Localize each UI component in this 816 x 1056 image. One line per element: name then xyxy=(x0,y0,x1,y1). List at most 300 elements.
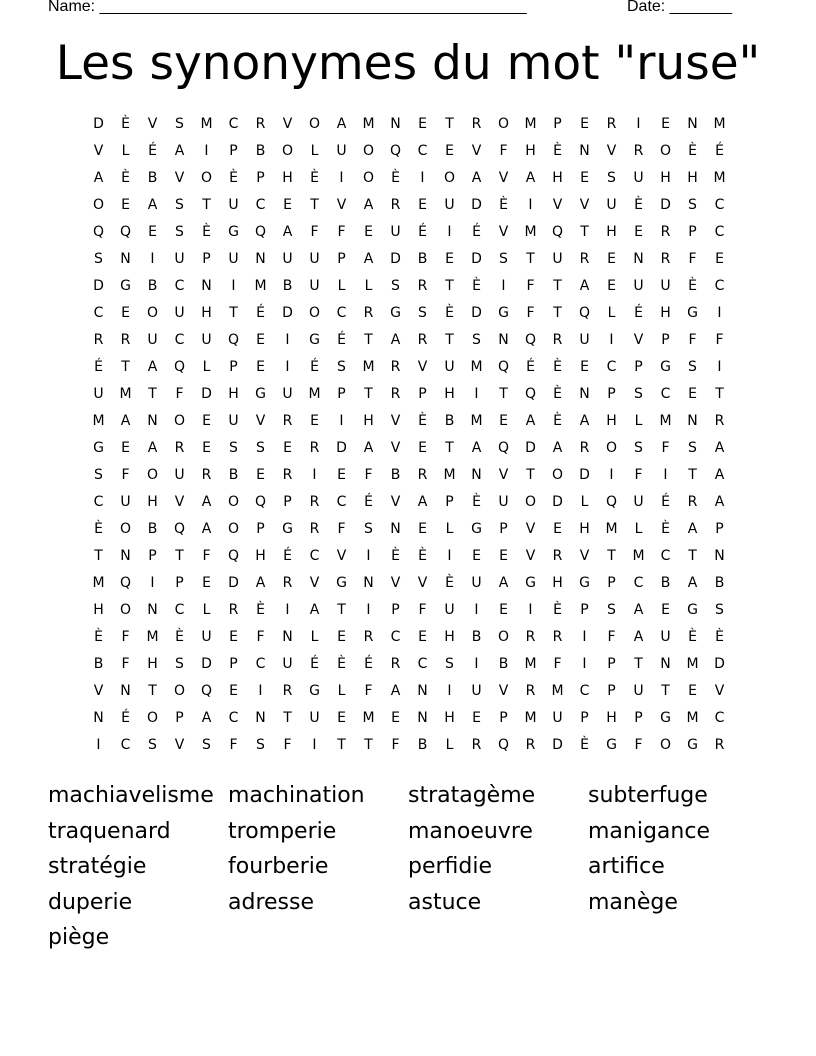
grid-letter: É xyxy=(148,143,157,159)
grid-letter: C xyxy=(120,737,131,753)
grid-letter: È xyxy=(121,170,130,186)
grid-letter: È xyxy=(418,413,427,429)
grid-letter: È xyxy=(553,359,562,375)
grid-letter: R xyxy=(714,737,725,753)
grid-letter: R xyxy=(660,251,671,267)
grid-row xyxy=(85,410,735,437)
grid-letter: È xyxy=(553,386,562,402)
grid-letter: T xyxy=(499,386,508,402)
grid-letter: A xyxy=(147,359,158,375)
grid-letter: G xyxy=(525,575,536,591)
grid-letter: G xyxy=(309,683,320,699)
grid-letter: R xyxy=(471,116,482,132)
grid-letter: P xyxy=(337,251,346,267)
grid-letter: N xyxy=(498,332,509,348)
grid-letter: E xyxy=(202,440,211,456)
grid-letter: H xyxy=(606,413,617,429)
grid-letter: C xyxy=(714,197,725,213)
grid-letter: R xyxy=(633,143,644,159)
grid-letter: R xyxy=(579,440,590,456)
date-field-label: Date: _______ xyxy=(627,0,732,15)
grid-letter: A xyxy=(498,575,509,591)
grid-letter: Q xyxy=(578,305,591,321)
grid-letter: R xyxy=(363,305,374,321)
grid-letter: U xyxy=(633,683,644,699)
grid-letter: U xyxy=(633,494,644,510)
grid-letter: V xyxy=(606,143,617,159)
grid-letter: G xyxy=(471,521,482,537)
grid-letter: F xyxy=(364,467,373,483)
grid-row xyxy=(85,572,735,599)
grid-letter: V xyxy=(471,143,482,159)
grid-letter: È xyxy=(499,197,508,213)
grid-letter: M xyxy=(686,656,699,672)
grid-letter: Q xyxy=(173,359,186,375)
header-line xyxy=(48,0,748,18)
grid-letter: R xyxy=(525,683,536,699)
grid-letter: È xyxy=(391,170,400,186)
grid-letter: I xyxy=(231,278,236,294)
grid-letter: N xyxy=(120,548,131,564)
grid-letter: A xyxy=(552,440,563,456)
grid-letter: F xyxy=(310,224,319,240)
grid-letter: E xyxy=(499,413,508,429)
grid-letter: S xyxy=(229,440,238,456)
grid-letter: S xyxy=(472,332,481,348)
grid-letter: F xyxy=(337,224,346,240)
grid-letter: T xyxy=(445,332,454,348)
grid-letter: O xyxy=(443,170,456,186)
grid-letter: U xyxy=(471,683,482,699)
grid-letter: D xyxy=(579,467,590,483)
grid-letter: U xyxy=(552,710,563,726)
grid-letter: L xyxy=(580,494,589,510)
grid-letter: E xyxy=(229,683,238,699)
grid-letter: R xyxy=(201,467,212,483)
grid-letter: U xyxy=(633,170,644,186)
grid-letter: M xyxy=(362,710,375,726)
grid-letter: A xyxy=(633,602,644,618)
grid-letter: A xyxy=(363,197,374,213)
grid-letter: È xyxy=(715,629,724,645)
grid-letter: N xyxy=(147,602,158,618)
grid-letter: V xyxy=(147,116,158,132)
grid-letter: È xyxy=(472,278,481,294)
grid-letter: E xyxy=(121,440,130,456)
grid-letter: C xyxy=(633,575,644,591)
grid-letter: E xyxy=(580,170,589,186)
grid-row xyxy=(85,140,735,167)
grid-letter: É xyxy=(310,656,319,672)
grid-letter: I xyxy=(474,656,479,672)
grid-letter: D xyxy=(390,251,401,267)
grid-letter: T xyxy=(526,251,535,267)
grid-letter: U xyxy=(147,332,158,348)
grid-letter: O xyxy=(497,116,510,132)
grid-letter: D xyxy=(336,440,347,456)
grid-letter: È xyxy=(553,413,562,429)
grid-letter: D xyxy=(471,197,482,213)
grid-letter: R xyxy=(471,737,482,753)
grid-row xyxy=(85,437,735,464)
grid-letter: É xyxy=(121,710,130,726)
grid-letter: E xyxy=(688,683,697,699)
grid-letter: N xyxy=(390,116,401,132)
word-list-item: tromperie xyxy=(228,818,337,844)
grid-letter: P xyxy=(715,521,724,537)
grid-letter: S xyxy=(148,737,157,753)
grid-letter: P xyxy=(634,710,643,726)
grid-letter: L xyxy=(337,278,346,294)
grid-letter: È xyxy=(445,575,454,591)
grid-letter: B xyxy=(147,278,158,294)
grid-letter: E xyxy=(607,278,616,294)
grid-letter: U xyxy=(93,386,104,402)
grid-letter: C xyxy=(93,305,104,321)
grid-row xyxy=(85,680,735,707)
grid-letter: M xyxy=(605,521,618,537)
grid-letter: I xyxy=(285,332,290,348)
grid-letter: D xyxy=(525,440,536,456)
grid-row xyxy=(85,545,735,572)
grid-letter: D xyxy=(471,251,482,267)
grid-letter: P xyxy=(607,575,616,591)
grid-letter: C xyxy=(309,548,320,564)
grid-letter: A xyxy=(390,332,401,348)
grid-letter: A xyxy=(687,521,698,537)
grid-letter: P xyxy=(256,521,265,537)
grid-letter: I xyxy=(474,386,479,402)
grid-letter: S xyxy=(175,197,184,213)
grid-letter: I xyxy=(609,332,614,348)
grid-letter: M xyxy=(686,710,699,726)
grid-letter: M xyxy=(200,116,213,132)
grid-row xyxy=(85,707,735,734)
grid-letter: C xyxy=(579,683,590,699)
grid-letter: B xyxy=(147,170,158,186)
grid-letter: M xyxy=(470,413,483,429)
word-list-item: fourberie xyxy=(228,854,329,880)
grid-letter: C xyxy=(417,656,428,672)
grid-letter: M xyxy=(362,116,375,132)
grid-letter: É xyxy=(364,494,373,510)
grid-letter: E xyxy=(391,710,400,726)
grid-letter: E xyxy=(580,116,589,132)
grid-letter: O xyxy=(362,143,375,159)
word-search-grid xyxy=(85,113,735,761)
grid-letter: M xyxy=(308,386,321,402)
grid-letter: H xyxy=(660,305,671,321)
grid-letter: C xyxy=(660,386,671,402)
grid-letter: A xyxy=(201,494,212,510)
grid-letter: C xyxy=(255,197,266,213)
grid-letter: G xyxy=(687,602,698,618)
grid-letter: M xyxy=(524,224,537,240)
grid-letter: E xyxy=(337,467,346,483)
grid-letter: È xyxy=(337,656,346,672)
word-list-item: traquenard xyxy=(48,818,171,844)
grid-letter: C xyxy=(714,224,725,240)
grid-letter: P xyxy=(391,602,400,618)
grid-letter: H xyxy=(444,629,455,645)
grid-row xyxy=(85,653,735,680)
grid-letter: B xyxy=(228,467,239,483)
grid-letter: P xyxy=(607,656,616,672)
grid-letter: O xyxy=(524,494,537,510)
grid-letter: S xyxy=(634,386,643,402)
grid-letter: E xyxy=(688,386,697,402)
grid-letter: A xyxy=(525,170,536,186)
grid-letter: È xyxy=(661,521,670,537)
name-field-label: Name: ________________________________________________ xyxy=(48,0,527,15)
word-list-item: machiavelisme xyxy=(48,783,214,808)
grid-letter: F xyxy=(634,467,643,483)
grid-letter: V xyxy=(309,575,320,591)
grid-letter: F xyxy=(391,737,400,753)
grid-letter: S xyxy=(175,656,184,672)
grid-letter: B xyxy=(444,413,455,429)
grid-letter: H xyxy=(444,710,455,726)
grid-letter: D xyxy=(201,656,212,672)
grid-letter: F xyxy=(229,737,238,753)
grid-letter: I xyxy=(636,116,641,132)
grid-letter: D xyxy=(228,575,239,591)
grid-letter: F xyxy=(256,629,265,645)
grid-letter: A xyxy=(471,440,482,456)
grid-letter: T xyxy=(580,224,589,240)
grid-letter: C xyxy=(174,602,185,618)
grid-letter: M xyxy=(659,413,672,429)
grid-letter: C xyxy=(174,332,185,348)
grid-letter: P xyxy=(283,494,292,510)
grid-letter: I xyxy=(447,683,452,699)
grid-letter: H xyxy=(552,575,563,591)
grid-letter: V xyxy=(93,683,104,699)
grid-letter: E xyxy=(256,359,265,375)
grid-letter: F xyxy=(499,143,508,159)
grid-letter: G xyxy=(687,305,698,321)
grid-letter: E xyxy=(499,602,508,618)
grid-letter: O xyxy=(497,629,510,645)
grid-letter: H xyxy=(255,548,266,564)
grid-row xyxy=(85,302,735,329)
word-list-item: perfidie xyxy=(408,854,493,880)
grid-letter: E xyxy=(202,413,211,429)
grid-letter: C xyxy=(93,494,104,510)
grid-letter: V xyxy=(336,197,347,213)
grid-letter: R xyxy=(714,413,725,429)
grid-letter: H xyxy=(363,413,374,429)
grid-letter: I xyxy=(582,656,587,672)
grid-letter: V xyxy=(498,224,509,240)
grid-letter: E xyxy=(283,440,292,456)
grid-letter: E xyxy=(445,143,454,159)
grid-row xyxy=(85,194,735,221)
grid-letter: T xyxy=(94,548,103,564)
grid-letter: L xyxy=(310,143,319,159)
grid-letter: F xyxy=(121,629,130,645)
word-list-item: subterfuge xyxy=(588,783,708,808)
grid-letter: F xyxy=(202,548,211,564)
grid-letter: P xyxy=(202,251,211,267)
grid-letter: H xyxy=(525,143,536,159)
grid-letter: Q xyxy=(524,386,537,402)
grid-letter: T xyxy=(364,386,373,402)
grid-letter: O xyxy=(119,521,132,537)
grid-letter: U xyxy=(282,656,293,672)
grid-letter: U xyxy=(174,251,185,267)
grid-letter: N xyxy=(363,575,374,591)
grid-letter: H xyxy=(228,386,239,402)
grid-letter: A xyxy=(309,602,320,618)
grid-letter: O xyxy=(146,710,159,726)
grid-letter: Q xyxy=(227,548,240,564)
grid-letter: P xyxy=(229,656,238,672)
grid-letter: M xyxy=(524,116,537,132)
grid-letter: Q xyxy=(497,359,510,375)
grid-letter: R xyxy=(309,494,320,510)
grid-row xyxy=(85,113,735,140)
word-list-item: artifice xyxy=(588,854,665,880)
grid-letter: U xyxy=(309,710,320,726)
grid-letter: S xyxy=(499,251,508,267)
grid-letter: A xyxy=(147,440,158,456)
grid-row xyxy=(85,221,735,248)
grid-letter: S xyxy=(337,359,346,375)
grid-letter: E xyxy=(337,710,346,726)
grid-letter: T xyxy=(121,359,130,375)
grid-letter: U xyxy=(282,386,293,402)
word-list-item: manigance xyxy=(588,818,710,844)
grid-letter: É xyxy=(364,656,373,672)
grid-letter: F xyxy=(121,656,130,672)
grid-letter: O xyxy=(173,683,186,699)
grid-letter: S xyxy=(256,737,265,753)
grid-letter: Q xyxy=(389,143,402,159)
grid-letter: U xyxy=(201,629,212,645)
grid-letter: A xyxy=(471,170,482,186)
grid-letter: U xyxy=(174,305,185,321)
grid-letter: O xyxy=(659,737,672,753)
grid-letter: G xyxy=(93,440,104,456)
grid-letter: V xyxy=(282,116,293,132)
grid-letter: E xyxy=(229,629,238,645)
grid-letter: I xyxy=(150,575,155,591)
grid-letter: O xyxy=(119,602,132,618)
grid-letter: T xyxy=(337,737,346,753)
grid-letter: V xyxy=(390,575,401,591)
grid-letter: R xyxy=(417,278,428,294)
grid-letter: C xyxy=(336,305,347,321)
grid-letter: O xyxy=(551,467,564,483)
grid-letter: F xyxy=(634,737,643,753)
grid-letter: E xyxy=(661,602,670,618)
grid-letter: P xyxy=(175,710,184,726)
grid-letter: N xyxy=(255,251,266,267)
grid-letter: Q xyxy=(524,332,537,348)
grid-letter: A xyxy=(201,710,212,726)
grid-letter: I xyxy=(474,602,479,618)
grid-letter: M xyxy=(632,548,645,564)
word-list-item: piège xyxy=(48,925,110,951)
grid-letter: D xyxy=(552,494,563,510)
grid-letter: E xyxy=(418,116,427,132)
grid-letter: R xyxy=(363,629,374,645)
grid-letter: N xyxy=(687,413,698,429)
grid-letter: P xyxy=(256,170,265,186)
grid-letter: S xyxy=(607,602,616,618)
grid-letter: S xyxy=(634,440,643,456)
grid-letter: A xyxy=(174,143,185,159)
grid-letter: C xyxy=(714,710,725,726)
grid-letter: È xyxy=(310,170,319,186)
grid-letter: R xyxy=(282,413,293,429)
grid-letter: S xyxy=(445,656,454,672)
grid-letter: A xyxy=(255,575,266,591)
grid-row xyxy=(85,356,735,383)
grid-letter: M xyxy=(92,413,105,429)
grid-letter: S xyxy=(364,521,373,537)
grid-letter: P xyxy=(553,116,562,132)
grid-letter: H xyxy=(93,602,104,618)
grid-letter: I xyxy=(501,278,506,294)
grid-letter: O xyxy=(200,170,213,186)
grid-letter: R xyxy=(390,386,401,402)
grid-letter: F xyxy=(418,602,427,618)
grid-letter: B xyxy=(93,656,104,672)
grid-letter: E xyxy=(310,413,319,429)
grid-letter: E xyxy=(418,521,427,537)
grid-letter: T xyxy=(229,305,238,321)
grid-letter: G xyxy=(120,278,131,294)
grid-letter: U xyxy=(228,197,239,213)
grid-letter: S xyxy=(688,440,697,456)
grid-letter: Q xyxy=(119,224,132,240)
grid-letter: N xyxy=(714,548,725,564)
grid-letter: P xyxy=(499,521,508,537)
grid-letter: U xyxy=(498,494,509,510)
grid-letter: R xyxy=(390,359,401,375)
grid-letter: È xyxy=(688,143,697,159)
grid-letter: I xyxy=(717,359,722,375)
grid-letter: I xyxy=(528,197,533,213)
grid-letter: C xyxy=(390,629,401,645)
grid-letter: T xyxy=(553,305,562,321)
grid-letter: G xyxy=(687,737,698,753)
grid-letter: C xyxy=(255,656,266,672)
grid-letter: O xyxy=(308,116,321,132)
grid-letter: E xyxy=(499,548,508,564)
grid-letter: Q xyxy=(497,440,510,456)
grid-letter: R xyxy=(309,440,320,456)
grid-letter: N xyxy=(687,116,698,132)
grid-letter: P xyxy=(688,224,697,240)
grid-letter: T xyxy=(553,278,562,294)
grid-letter: A xyxy=(714,494,725,510)
grid-letter: C xyxy=(606,359,617,375)
grid-letter: L xyxy=(607,305,616,321)
grid-letter: D xyxy=(552,737,563,753)
grid-letter: G xyxy=(255,386,266,402)
grid-letter: V xyxy=(579,548,590,564)
grid-letter: E xyxy=(337,629,346,645)
grid-row xyxy=(85,464,735,491)
grid-letter: E xyxy=(121,305,130,321)
grid-letter: V xyxy=(633,332,644,348)
grid-letter: P xyxy=(229,359,238,375)
word-list xyxy=(48,781,788,959)
grid-letter: L xyxy=(634,521,643,537)
